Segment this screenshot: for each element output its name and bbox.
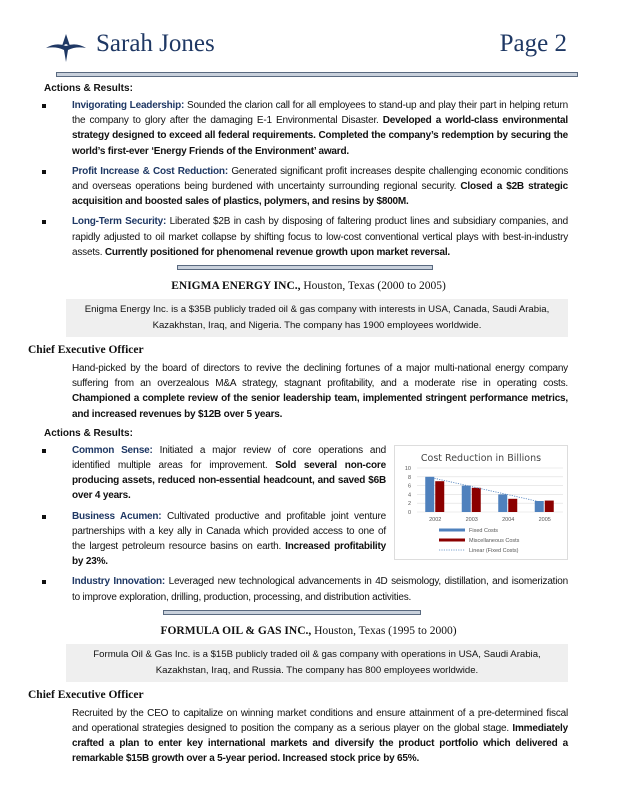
chart-title: Cost Reduction in Billions — [420, 452, 542, 464]
legend-label: Linear (Fixed Costs) — [469, 547, 519, 554]
bullet-label: Long-Term Security: — [72, 216, 167, 228]
bullet-text: Generated significant profit increases despite challenging economic conditions and overseas operations being burdened with uncertainty surrounding regional security. — [72, 165, 568, 193]
section-divider — [163, 610, 421, 615]
bullet-label: Common Sense: — [72, 444, 153, 456]
enigma-bullets-cont — [30, 574, 568, 604]
section-divider — [177, 265, 433, 270]
bullet-label: Invigorating Leadership: — [72, 100, 185, 111]
legend-label: Miscellaneous Costs — [469, 537, 520, 544]
list-item — [30, 443, 386, 504]
bullet-label: Profit Increase & Cost Reduction: — [72, 165, 228, 177]
x-tick-label: 2002 — [429, 516, 442, 523]
job-summary — [72, 361, 568, 422]
legend-label: Fixed Costs — [469, 527, 499, 534]
summary-highlight: Championed a complete review of the senior leadership team, implemented stringent performance metrics, and increased revenues by $12B over 5 years. — [72, 393, 568, 420]
bullet-text: Sounded the clarion call for all employees to stand-up and play their part in helping return the company to glory after the damaging E-1 Environmental Disaster. — [72, 100, 568, 127]
list-item — [30, 164, 568, 210]
bullet-text: Leveraged new technological advancements in 4D seismology, distillation, and isomerization to improve exploration, drilling, production, processing, and distribution activities. — [72, 576, 569, 603]
header-page-number: Page 2 — [499, 30, 567, 57]
bullet-highlight: Increased profitability by 23%. — [72, 541, 386, 568]
company-name: ENIGMA ENERGY INC., — [171, 280, 301, 293]
y-tick-label: 2 — [407, 501, 411, 508]
bullet-highlight: Sold several non-core producing assets, reduced non-essential headcount, and saved $6B over 4 years. — [72, 460, 386, 502]
company-heading — [0, 623, 617, 639]
list-item — [30, 574, 568, 604]
company-name: FORMULA OIL & GAS INC., — [160, 624, 312, 637]
y-tick-label: 6 — [407, 483, 411, 490]
summary-text: Hand-picked by the board of directors to revive the declining fortunes of a major multi-national energy company suffering from an overzealous M&A strategy, stagnant profitability, and a moderate rise in operating costs. — [72, 363, 568, 390]
bullets-with-chart — [30, 443, 568, 575]
job-title: Chief Executive Officer — [28, 344, 144, 357]
list-item — [30, 214, 568, 260]
trendline — [430, 477, 540, 501]
company-description: Enigma Energy Inc. is a $35B publicly traded oil & gas company with interests in USA, Canada, Saudi Arabia, Kazakhstan, Iraq, and Nigeria. The company has 1900 employees worldwide. — [66, 299, 568, 337]
company-location: Houston, Texas (2000 to 2005) — [300, 280, 446, 293]
bullet-highlight: Closed a $2B strategic acquisition and boosted sales of plastics, polymers, and resins by $800M. — [72, 181, 568, 208]
page-header — [0, 30, 617, 70]
bar-fixed-costs — [462, 485, 471, 511]
x-tick-label: 2004 — [502, 516, 515, 523]
bullet-highlight: Currently positioned for phenomenal revenue growth upon market reversal. — [104, 246, 450, 258]
bullet-text: Liberated $2B in cash by disposing of faltering product lines and subsidiary companies, and rapidly adjusted to oil market collapse by shifting focus to low-cost conventional vertical plays with best-in-industry assets. — [72, 216, 569, 258]
cost-reduction-chart — [394, 445, 568, 560]
header-divider — [56, 72, 578, 77]
header-name: Sarah Jones — [96, 30, 215, 57]
summary-highlight: Immediately crafted a plan to enter key international markets and diversify the product portfolio which delivered a remarkable $15B growth over a 5-year period. Increased stock price by 65%. — [72, 723, 568, 765]
job-summary — [72, 706, 568, 767]
bullet-highlight: Developed a world-class environmental strategy designed to exceed all federal requirements. Completed the company’s redemption by securing the world’s first-ever ‘Energy Friends of the Environment’ award. — [72, 115, 568, 157]
list-item — [30, 509, 386, 570]
list-item — [30, 98, 568, 159]
bullet-label: Business Acumen: — [72, 510, 162, 522]
bar-miscellaneous-costs — [508, 499, 517, 512]
y-tick-label: 10 — [404, 465, 411, 472]
x-tick-label: 2003 — [465, 516, 478, 523]
company-description: Formula Oil & Gas Inc. is a $15B publicly traded oil & gas company with operations in USA, Saudi Arabia, Kazakhstan, Iraq, and Russia. The company has 800 employees worldwide. — [66, 644, 568, 682]
bar-miscellaneous-costs — [472, 488, 481, 512]
summary-text: Recruited by the CEO to capitalize on winning market conditions and ensure attainment of a pre-determined fiscal and operational strategies designed to position the company as a serious player on the global stage. — [72, 707, 568, 735]
bar-fixed-costs — [425, 477, 434, 512]
bar-fixed-costs — [498, 494, 507, 512]
job-title: Chief Executive Officer — [28, 688, 144, 701]
bar-miscellaneous-costs — [545, 500, 554, 511]
bullet-label: Industry Innovation: — [72, 576, 166, 588]
company-heading — [0, 278, 617, 294]
y-tick-label: 4 — [407, 492, 411, 499]
actions-heading: Actions & Results: — [44, 83, 133, 94]
bullet-text: Initiated a major review of core operations and identified multiple areas for improvement. — [72, 444, 386, 472]
company-location: Houston, Texas (1995 to 2000) — [311, 624, 457, 637]
enigma-bullets — [30, 443, 386, 575]
y-tick-label: 8 — [407, 474, 411, 481]
logo-icon — [44, 32, 88, 66]
bullet-text: Cultivated productive and profitable joint venture partnerships with a key ally in Canada which provided access to one of the largest petroleum resource basins on earth. — [72, 510, 386, 553]
chart-svg — [395, 446, 567, 559]
y-tick-label: 0 — [407, 509, 411, 516]
actions-heading: Actions & Results: — [44, 427, 133, 439]
x-tick-label: 2005 — [538, 516, 551, 523]
section1-bullets — [30, 98, 568, 260]
bar-miscellaneous-costs — [435, 481, 444, 512]
bar-fixed-costs — [535, 501, 544, 512]
